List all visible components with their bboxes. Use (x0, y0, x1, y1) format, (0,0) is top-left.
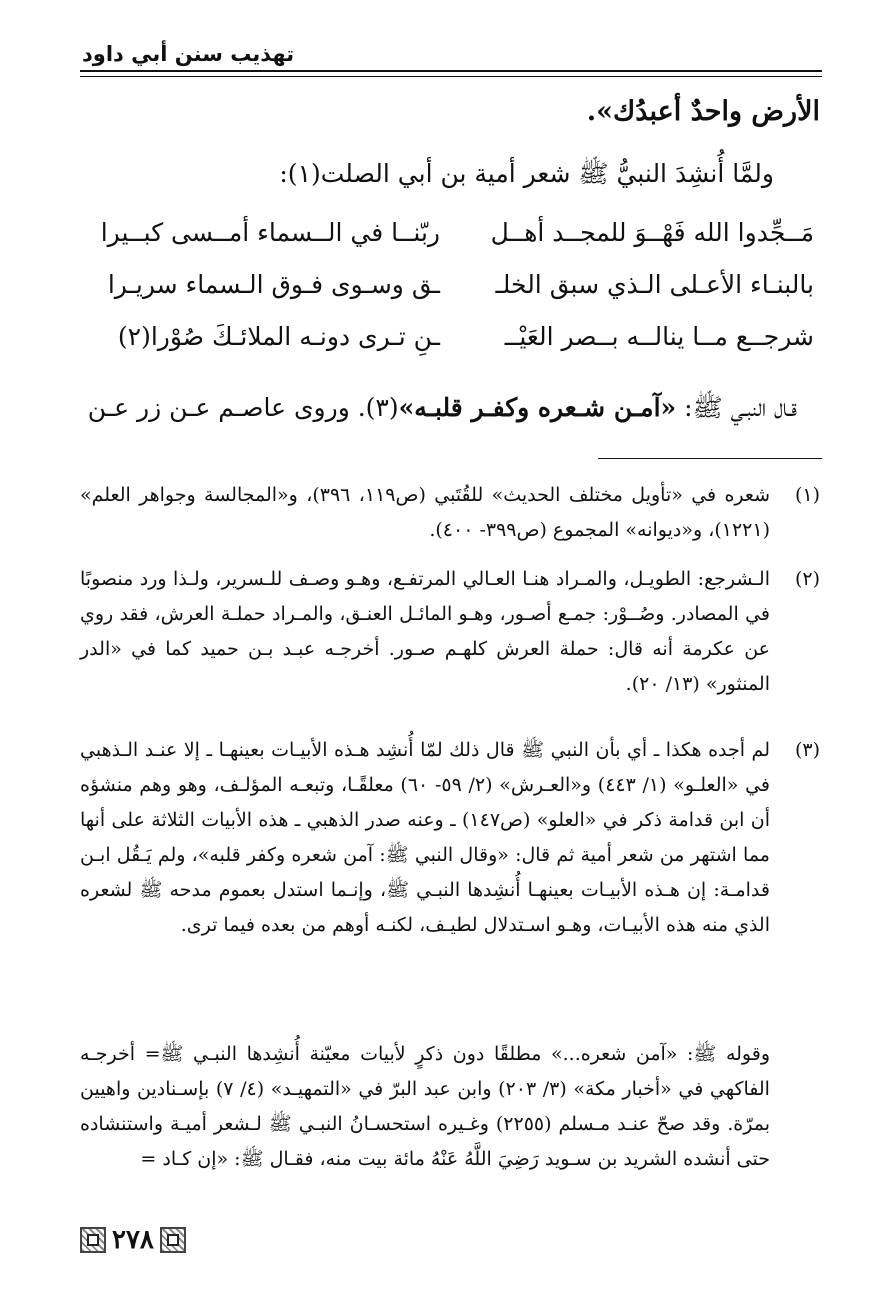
header-rule-thick (80, 70, 822, 72)
body-line-1: الأرض واحدٌ أعبدُك». (586, 96, 820, 127)
page-number: ٢٧٨ (112, 1225, 154, 1255)
page-number-block (80, 1225, 186, 1255)
body-line-last (88, 392, 797, 429)
ornament-icon (160, 1227, 186, 1253)
footnote-number: (١) (794, 484, 820, 506)
verse-3-right: شرجــع مــا ينالــه بــصر العَيْــ (504, 322, 814, 351)
last-line-prefix: قـال النبـي ﷺ: (684, 393, 797, 422)
book-title: تهذيب سنن أبي داود (82, 42, 295, 66)
footnote-text: لم أجده هكذا ـ أي بأن النبي ﷺ قال ذلك لمّا أُنشِد هـذه الأبيـات بعينهـا ـ إلا عنـد الـذهبي في «العلـو» (١/ ٤٤٣) و«العـرش» (٢/ ٥٩- ٦٠) معلقًـا، وتبعـه المؤلـف، وهو وهم منشؤه أن ابن قدامة ذكر في «العلو» (ص١٤٧) ـ وعنه صدر الذهبي ـ هذه الأبيات الثلاثة على أنها مما اشتهر من شعر أمية ثم قال: «وقال النبي ﷺ: آمن شعره وكفر قلبه»، ولم يَـقُل ابـن قدامـة: إن هـذه الأبيـات بعينهـا أُنشِدها النبـي ﷺ، وإنـما استدل بعموم مدحه ﷺ لشعره الذي منه هذه الأبيـات، وهـو اسـتدلال لطيـف، لكنـه أوهم من بعده فيما ترى. (80, 739, 771, 936)
verse-2-right: بالبنـاء الأعـلى الـذي سبق الخلـ (495, 270, 814, 299)
verse-2-left: ـق وسـوى فـوق الـسماء سريـرا (107, 270, 440, 299)
ornament-icon (80, 1227, 106, 1253)
footnote-continuation-text: وقوله ﷺ: «آمن شعره...» مطلقًا دون ذكرٍ لأبيات معيّنة أُنشِدها النبـي ﷺ= أخرجـه الفاكهي في «أخبار مكة» (٣/ ٢٠٣) وابن عبد البرّ في «التمهيـد» (٤/ ٧) بإسـنادين واهيين بمرّة. وقد صحّ عنـد مـسلم (٢٢٥٥) وغـيره استحسـانُ النبـي ﷺ لـشعر أميـة واستنشاده حتى أنشده الشريد بن سـويد رَضِيَ اللَّهُ عَنْهُ مائة بيت منه، فقـال ﷺ: «إن كـاد = (80, 1043, 771, 1170)
verse-1-right: مَــجِّدوا الله فَهْــوَ للمجــد أهــل (490, 218, 814, 247)
header-rule-thin (80, 76, 822, 77)
footnote-text: الـشرجع: الطويـل، والمـراد هنـا العـالي المرتفـع، وهـو وصـف للـسرير، ولـذا ورد منصوبًا في المصادر. وصُــوْر: جمـع أصـور، وهـو المائـل العنـق، والمـراد حملـة العرش، فقد روي عن عكرمة أنه قال: حملة العرش كلهـم صـور. أخرجـه عبـد بـن حميد كما في «الدر المنثور» (١٣/ ٢٠). (80, 568, 770, 695)
footnote-separator (598, 458, 822, 459)
footnote-3 (80, 733, 820, 943)
footnote-continuation (80, 1037, 820, 1177)
footnote-2 (80, 562, 820, 702)
footnote-text: شعره في «تأويل مختلف الحديث» للقُتَبي (ص١١٩، ٣٩٦)، و«المجالسة وجواهر العلم» (١٢٢١)، و«ديوانه» المجموع (ص٣٩٩- ٤٠٠). (80, 484, 771, 541)
verse-1-left: ربّنــا في الــسماء أمــسى كبــيرا (100, 218, 440, 247)
last-line-suffix: (٣). وروى عاصـم عـن زر عـن (87, 393, 399, 422)
footnote-number: (٢) (794, 568, 820, 590)
footnote-number: (٣) (794, 739, 820, 761)
last-line-quote: «آمـن شـعره وكفـر قلبـه» (398, 393, 677, 422)
verse-3-left: ـنِ تـرى دونـه الملائـكَ صُوْرا(٢) (117, 322, 440, 351)
footnote-1 (80, 478, 820, 548)
body-line-2: ولمَّا أُنشِدَ النبيُّ ﷺ شعر أمية بن أبي الصلت(١): (279, 159, 774, 188)
